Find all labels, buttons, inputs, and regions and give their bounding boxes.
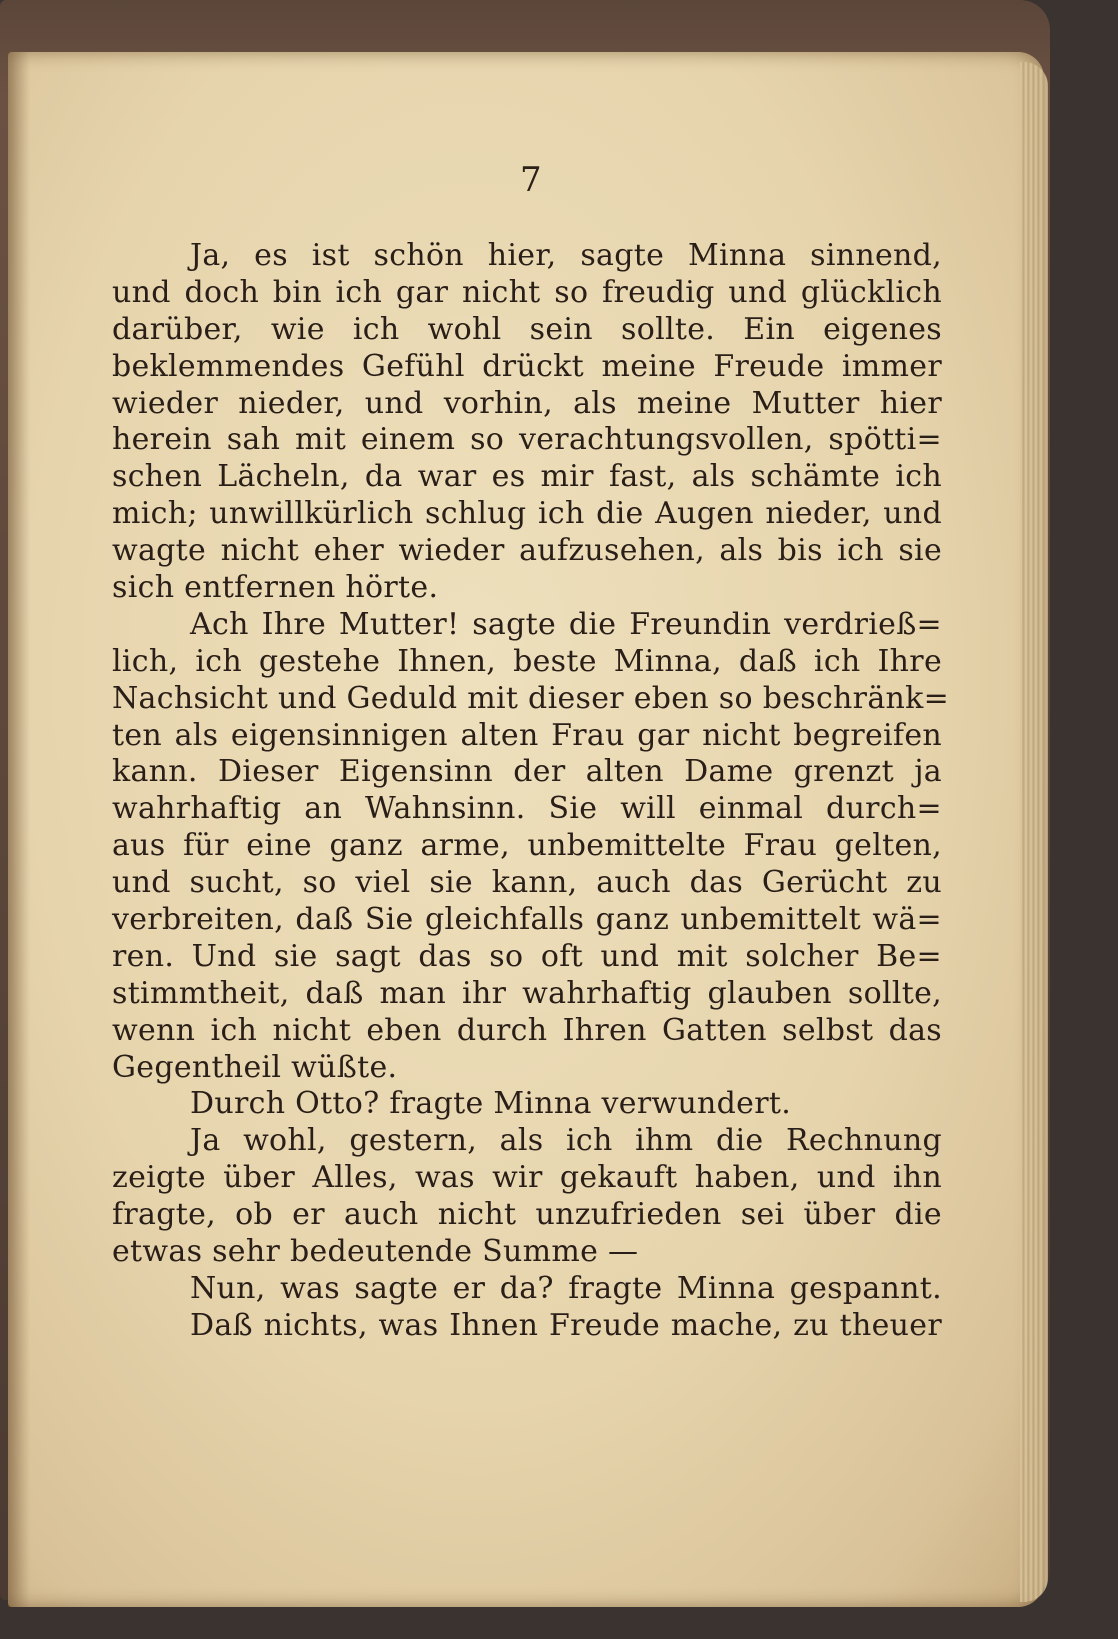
text-line: stimmtheit, daß man ihr wahrhaftig glauben sollte, xyxy=(112,975,942,1011)
text-line: Nun, was sagte er da? fragte Minna gespannt. xyxy=(190,1270,942,1306)
text-line: wagte nicht eher wieder aufzusehen, als bis ich sie xyxy=(112,533,942,569)
text-line: wieder nieder, und vorhin, als meine Mutter hier xyxy=(112,385,942,421)
text-line: darüber, wie ich wohl sein sollte. Ein eigenes xyxy=(112,311,942,347)
page-edges xyxy=(1020,62,1048,1602)
text-line: sich entfernen hörte. xyxy=(112,570,439,606)
text-line: kann. Dieser Eigensinn der alten Dame grenzt ja xyxy=(112,754,942,790)
text-line: Nachsicht und Geduld mit dieser eben so beschränk= xyxy=(112,680,950,716)
text-line: Gegentheil wüßte. xyxy=(112,1049,398,1085)
text-line: zeigte über Alles, was wir gekauft haben, und ihn xyxy=(112,1160,942,1196)
text-line: ten als eigensinnigen alten Frau gar nicht begreifen xyxy=(112,717,942,753)
text-line: ren. Und sie sagt das so oft und mit solcher Be= xyxy=(112,938,942,974)
page-number: 7 xyxy=(520,160,542,200)
text-line: und doch bin ich gar nicht so freudig und glücklich xyxy=(112,274,942,310)
body-text xyxy=(112,238,950,1345)
text-line: Ja wohl, gestern, als ich ihm die Rechnung xyxy=(190,1123,942,1159)
text-line: verbreiten, daß Sie gleichfalls ganz unbemittelt wä= xyxy=(112,902,942,938)
text-line: Daß nichts, was Ihnen Freude mache, zu theuer xyxy=(190,1307,942,1343)
text-line: Ja, es ist schön hier, sagte Minna sinnend, xyxy=(190,238,942,273)
text-line: fragte, ob er auch nicht unzufrieden sei über die xyxy=(112,1197,942,1233)
text-line: beklemmendes Gefühl drückt meine Freude immer xyxy=(112,348,942,384)
text-line: etwas sehr bedeutende Summe — xyxy=(112,1234,639,1270)
text-line: aus für eine ganz arme, unbemittelte Frau gelten, xyxy=(112,828,942,864)
text-line: lich, ich gestehe Ihnen, beste Minna, daß ich Ihre xyxy=(112,643,942,679)
text-line: Durch Otto? fragte Minna verwundert. xyxy=(190,1086,792,1122)
text-line: wenn ich nicht eben durch Ihren Gatten selbst das xyxy=(112,1012,942,1048)
text-line: und sucht, so viel sie kann, auch das Gerücht zu xyxy=(112,865,942,901)
text-line: Ach Ihre Mutter! sagte die Freundin verdrieß= xyxy=(190,606,942,642)
page-gutter-shadow xyxy=(8,52,30,1607)
text-line: mich; unwillkürlich schlug ich die Augen nieder, und xyxy=(112,496,942,532)
text-line: wahrhaftig an Wahnsinn. Sie will einmal durch= xyxy=(112,791,942,827)
text-line: herein sah mit einem so verachtungsvollen, spötti= xyxy=(112,422,942,458)
text-line: schen Lächeln, da war es mir fast, als schämte ich xyxy=(112,459,942,495)
